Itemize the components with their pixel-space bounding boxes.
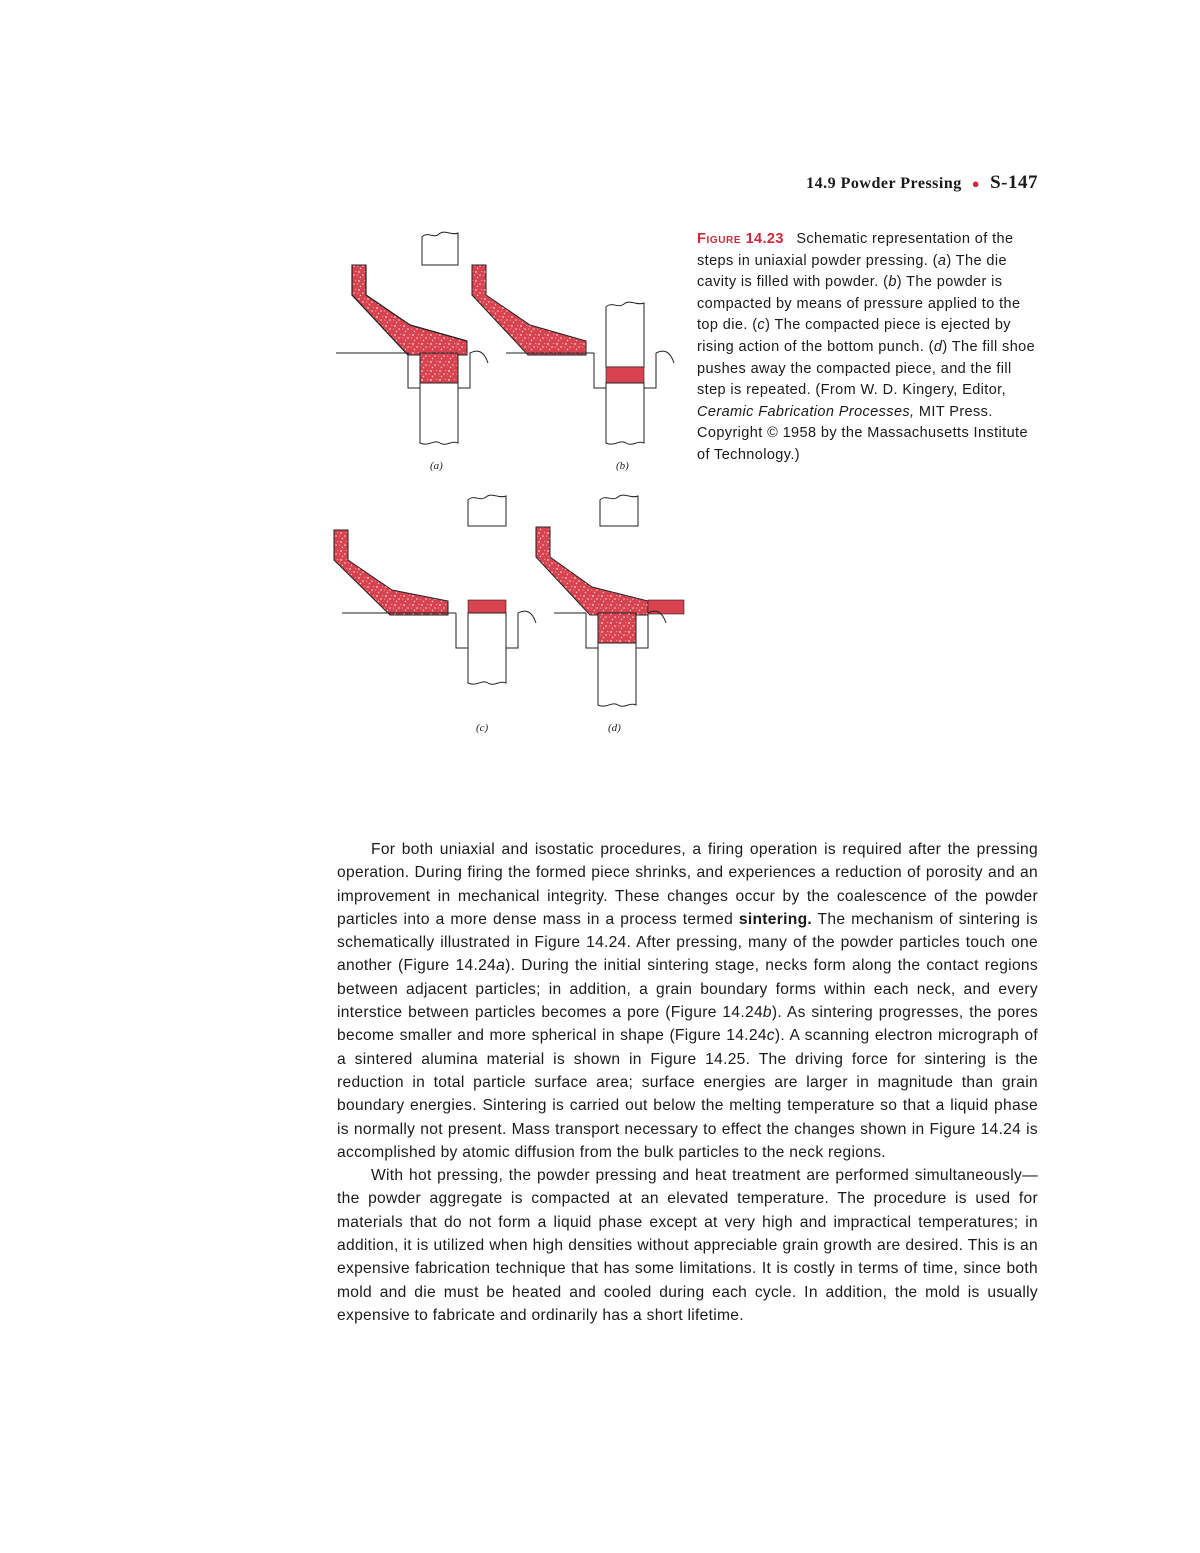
top-punch: [468, 495, 506, 526]
fill-shoe: [334, 530, 448, 615]
pushed-piece: [648, 600, 684, 614]
caption-text: [697, 231, 1035, 463]
panel-b-label: (b): [616, 460, 629, 472]
body-text: [337, 838, 1038, 1327]
text-run: ) The powder is compacted by means of pressure applied to the top die. (: [697, 274, 1021, 334]
figure-number: 14.23: [745, 231, 784, 247]
emphasis-text: b: [888, 274, 897, 291]
fill-shoe: [472, 265, 586, 355]
top-punch: [422, 232, 458, 265]
figure-label: Figure: [697, 231, 742, 247]
ejected-piece: [468, 600, 506, 613]
die-cavity-powder: [598, 613, 636, 643]
bottom-punch: [598, 643, 636, 706]
die-handle: [518, 611, 536, 623]
paragraph: [337, 838, 1038, 1164]
text-run: ) The fill shoe pushes away the compacted piece, and the fill step is repeated. (From W. D. Kingery, Editor,: [697, 338, 1036, 399]
emphasis-text: d: [933, 338, 943, 355]
page-number: S-147: [990, 172, 1038, 193]
die-cavity-powder: [420, 353, 458, 383]
figure-14-23-diagram: [330, 225, 690, 740]
text-run: MIT Press. Copyright © 1958 by the Massachusetts Institute of Technology.): [697, 403, 1028, 463]
panel-a: [336, 232, 488, 472]
top-punch: [606, 302, 644, 367]
emphasis-text: b: [762, 1004, 772, 1022]
text-run: With hot pressing, the powder pressing and heat treatment are performed simultaneously—the powder aggregate is compacted at an elevated temperature. The procedure is used for materials that do not form a liquid phase except at very high and impractical temperatures; in addition, it is utilized when high densities without appreciable grain growth are desired. This is an expensive fabrication technique that has some limitations. It is costly in terms of time, since both mold and die must be heated and cooled during each cycle. In addition, the mold is usually expensive to fabricate and ordinarily has a short lifetime.: [337, 1167, 1038, 1324]
panel-c: [334, 495, 536, 734]
text-run: ) The die cavity is filled with powder. (: [697, 252, 1007, 291]
key-term: sintering.: [738, 910, 813, 928]
text-run: Schematic representation of the steps in uniaxial powder pressing. (: [697, 231, 1014, 269]
text-run: For both uniaxial and isostatic procedures, a firing operation is required after the pressing operation. During firing the formed piece shrinks, and experiences a reduction of porosity and an improvement in mechanical integrity. These changes occur by the coalescence of the powder particles into a more dense mass in a process termed: [337, 841, 1038, 928]
emphasis-text: a: [496, 957, 506, 975]
panel-d-label: (d): [608, 722, 621, 734]
bottom-punch: [420, 383, 458, 444]
bullet-separator-icon: ●: [971, 176, 981, 191]
compacted-piece: [606, 367, 644, 383]
fill-shoe-handle: [470, 351, 488, 363]
text-run: ) The compacted piece is ejected by rising action of the bottom punch. (: [697, 317, 1011, 355]
bottom-punch: [468, 613, 506, 684]
die-handle: [656, 351, 674, 363]
text-run: The mechanism of sintering is schematically illustrated in Figure 14.24. After pressing, many of the powder particles touch one another (Figure 14.24: [337, 910, 1038, 975]
bottom-punch: [606, 383, 644, 444]
panel-a-label: (a): [430, 460, 443, 472]
fill-shoe: [536, 527, 648, 615]
text-run: ). As sintering progresses, the pores become smaller and more spherical in shape (Figure 14.24: [337, 1004, 1038, 1045]
running-header: [640, 172, 1038, 194]
emphasis-text: a: [937, 252, 947, 269]
panel-c-label: (c): [476, 722, 489, 734]
emphasis-text: Ceramic Fabrication Processes,: [697, 403, 915, 420]
section-title: 14.9 Powder Pressing: [806, 175, 962, 192]
text-run: ). A scanning electron micrograph of a sintered alumina material is shown in Figure 14.25. The driving force for sintering is the reduction in total particle surface area; surface energies are larger in magnitude than grain boundary energies. Sintering is carried out below the melting temperature so that a liquid phase is normally not present. Mass transport necessary to effect the changes shown in Figure 14.24 is accomplished by atomic diffusion from the bulk particles to the neck regions.: [337, 1027, 1038, 1161]
top-punch: [600, 495, 638, 526]
figure-caption: [697, 229, 1042, 467]
fill-shoe: [352, 265, 467, 355]
text-run: ). During the initial sintering stage, necks form along the contact regions between adjacent particles; in addition, a grain boundary forms within each neck, and every interstice between particles becomes a pore (Figure 14.24: [337, 957, 1038, 1022]
paragraph: [337, 1164, 1038, 1327]
emphasis-text: c: [757, 317, 766, 334]
panel-b: [472, 265, 674, 472]
emphasis-text: c: [766, 1027, 775, 1045]
panel-d: [536, 495, 684, 734]
